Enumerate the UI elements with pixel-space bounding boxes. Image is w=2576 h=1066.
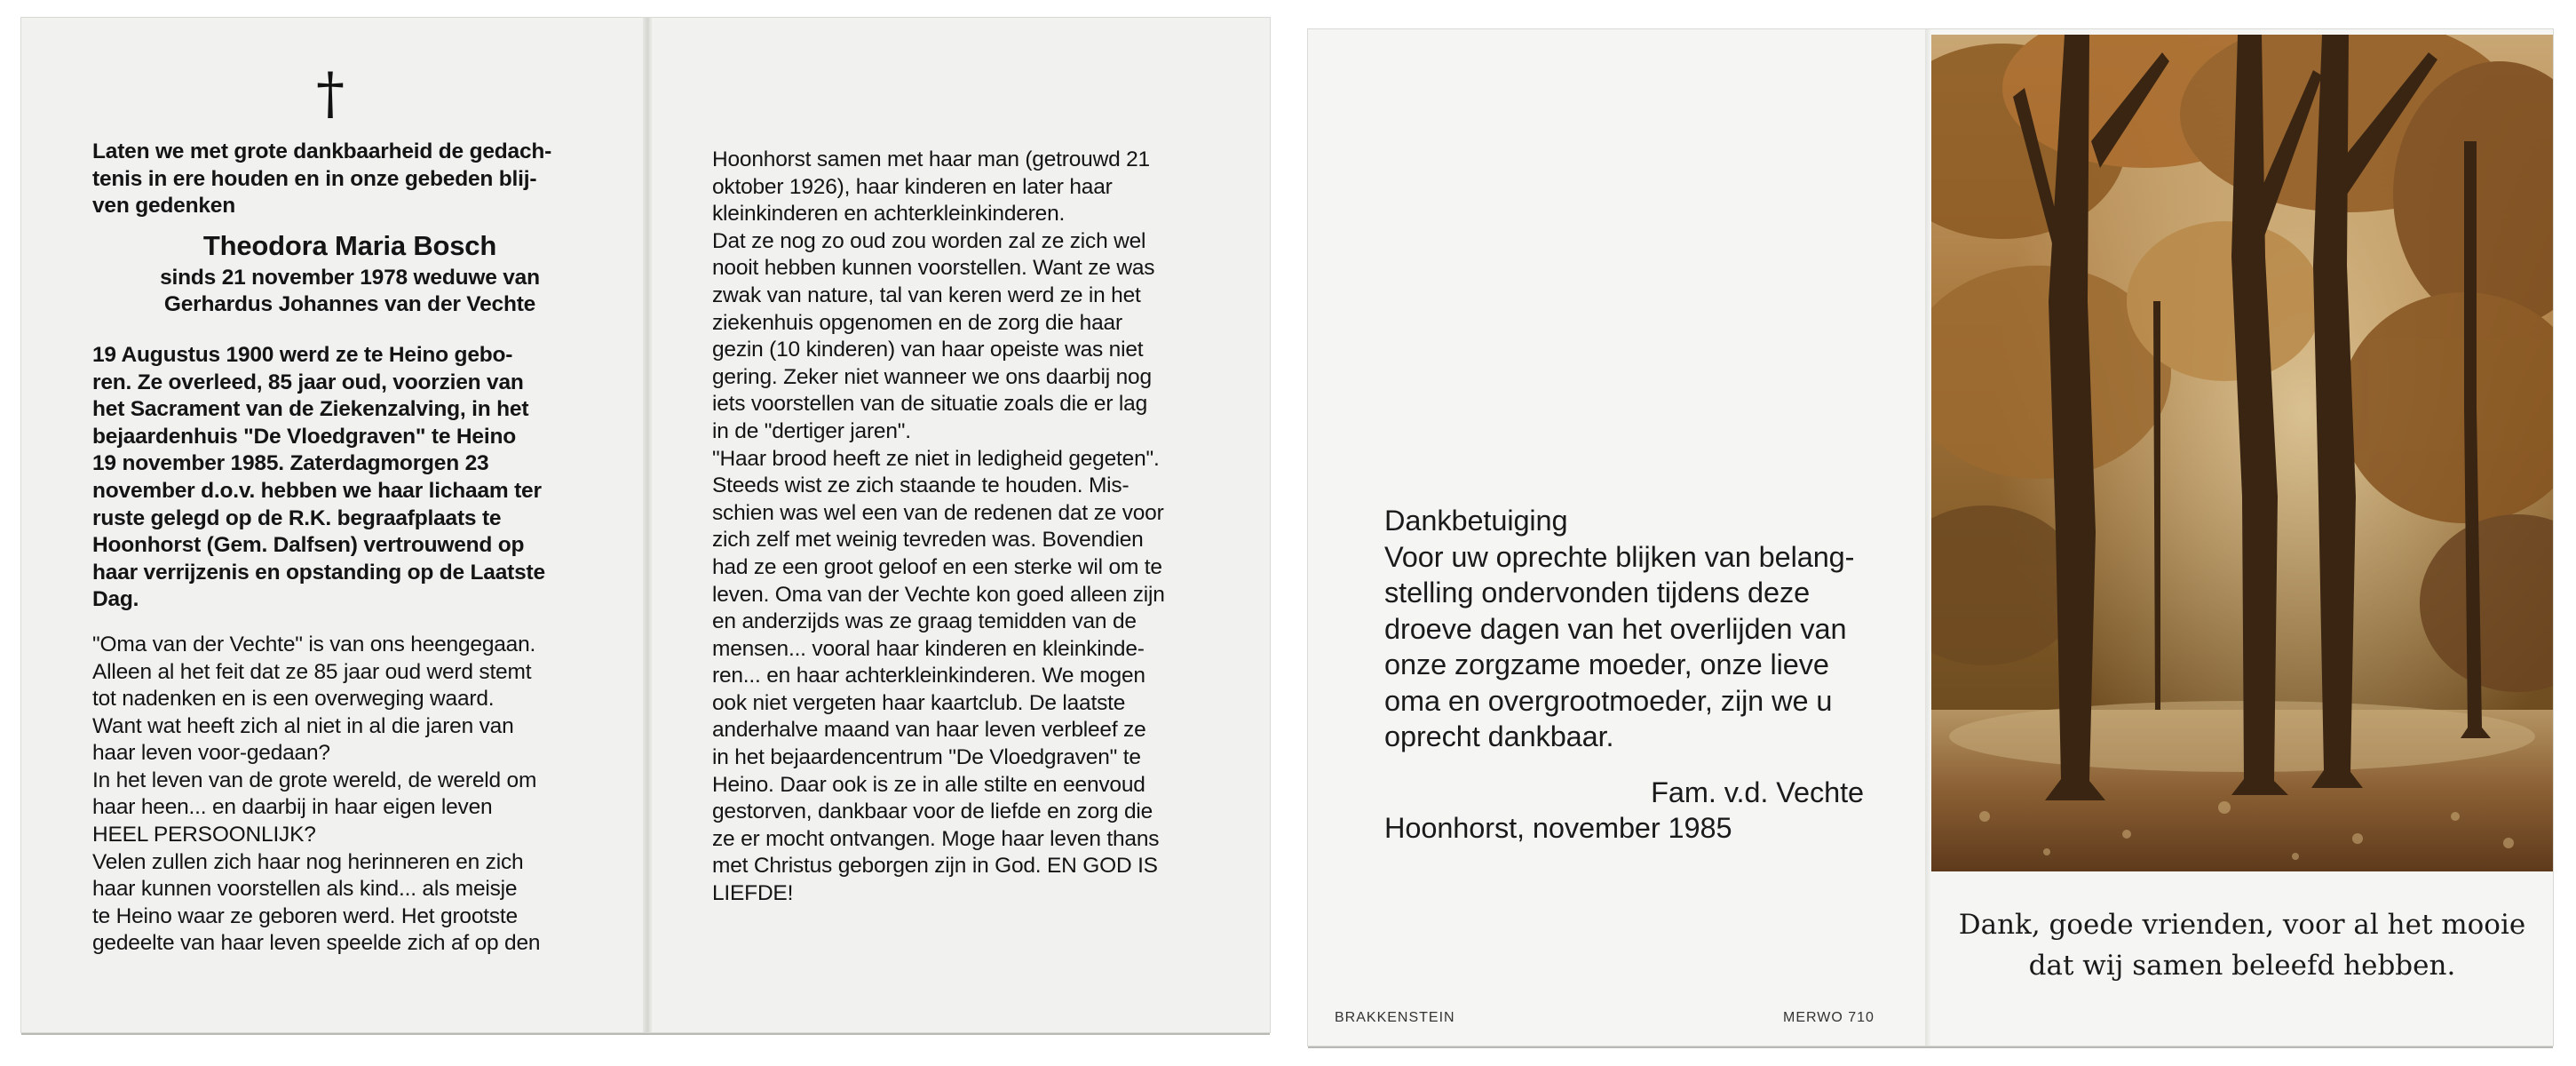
bio-line: 19 november 1985. Zaterdagmorgen 23 <box>92 451 489 476</box>
text-line: "Oma van der Vechte" is van ons heengegaan. <box>92 632 536 656</box>
text-line: haar leven voor-gedaan? <box>92 741 330 766</box>
quote-text <box>1931 904 2553 986</box>
text-line: had ze een groot geloof en een sterke wil om te <box>712 554 1162 579</box>
text-line: iets voorstellen van de situatie zoals die er lag <box>712 392 1148 417</box>
text-line: ren... en haar achterkleinkinderen. We mogen <box>712 664 1145 688</box>
text-line: gering. Zeker niet wanneer we ons daarbij nog <box>712 364 1152 389</box>
text-line: Hoonhorst samen met haar man (getrouwd 21 <box>712 147 1150 171</box>
right-column <box>712 147 1227 908</box>
quote-line: Dank, goede vrienden, voor al het mooie <box>1958 909 2526 941</box>
text-line: Dat ze nog zo oud zou worden zal ze zich wel <box>712 228 1146 253</box>
text-line: ze er mocht ontvangen. Moge haar leven thans <box>712 826 1160 851</box>
text-line: Heino. Daar ook is ze in alle stilte en eenvoud <box>712 772 1145 797</box>
intro-line: ven gedenken <box>92 194 235 219</box>
text-line: In het leven van de grote wereld, de wereld om <box>92 768 537 792</box>
text-line: HEEL PERSOONLIJK? <box>92 823 316 847</box>
text-line: en anderzijds was ze graag temidden van de <box>712 609 1137 634</box>
text-line: oktober 1926), haar kinderen en later haar <box>712 174 1113 199</box>
family-signature: Fam. v.d. Vechte <box>1651 776 1864 808</box>
intro-line: tenis in ere houden en in onze gebeden blij- <box>92 166 537 191</box>
thanks-line: stelling ondervonden tijdens deze <box>1384 577 1811 609</box>
subtitle-line: sinds 21 november 1978 weduwe van <box>160 265 540 290</box>
text-line: ook niet vergeten haar kaartclub. De laatste <box>712 690 1126 715</box>
text-line: in de "dertiger jaren". <box>712 418 911 443</box>
text-line: gezin (10 kinderen) van haar opeiste was niet <box>712 338 1144 362</box>
place-date: Hoonhorst, november 1985 <box>1384 812 1732 844</box>
text-line: anderhalve maand van haar leven verbleef ze <box>712 718 1146 743</box>
text-line: Steeds wist ze zich staande te houden. Mis- <box>712 473 1129 498</box>
bio-line: 19 Augustus 1900 werd ze te Heino gebo- <box>92 342 513 367</box>
thanks-line: Voor uw oprechte blijken van belang- <box>1384 540 1855 573</box>
memorial-card-inside <box>21 18 1270 1032</box>
text-line: zwak van nature, tal van keren werd ze in het <box>712 282 1141 307</box>
text-line: Velen zullen zich haar nog herinneren en zich <box>92 849 524 874</box>
thanks-line: onze zorgzame moeder, onze lieve <box>1384 648 1829 680</box>
subtitle-line: Gerhardus Johannes van der Vechte <box>163 292 536 317</box>
text-line: haar kunnen voorstellen als kind... als meisje <box>92 877 518 902</box>
text-line: leven. Oma van der Vechte kon goed alleen zijn <box>712 582 1165 607</box>
text-line: te Heino waar ze geboren werd. Het grootste <box>92 903 518 928</box>
memorial-text <box>92 632 607 958</box>
bio-line: ruste gelegd op de R.K. begraafplaats te <box>92 505 502 530</box>
bio-line: het Sacrament van de Ziekenzalving, in het <box>92 397 529 422</box>
text-line: ziekenhuis opgenomen en de zorg die haar <box>712 310 1122 335</box>
bio-line: Dag. <box>92 587 139 612</box>
printer-name: BRAKKENSTEIN <box>1335 1010 1455 1025</box>
bio-text <box>92 342 607 614</box>
text-line: tot nadenken en is een overweging waard. <box>92 687 495 712</box>
text-line: Want wat heeft zich al niet in al die jaren van <box>92 713 514 738</box>
text-line: nooit hebben kunnen voorstellen. Want ze was <box>712 256 1155 281</box>
intro-text <box>92 139 607 220</box>
autumn-forest-photo <box>1931 35 2553 871</box>
thanks-line: oprecht dankbaar. <box>1384 720 1614 752</box>
text-line: zich zelf met weinig tevreden was. Bovendien <box>712 528 1144 553</box>
card-code: MERWO 710 <box>1783 1010 1875 1025</box>
text-line: gedeelte van haar leven speelde zich af op den <box>92 931 541 956</box>
thanks-heading: Dankbetuiging <box>1384 505 1568 537</box>
card-fold <box>643 18 654 1032</box>
text-line: kleinkinderen en achterkleinkinderen. <box>712 202 1066 227</box>
text-line: haar heen... en daarbij in haar eigen leven <box>92 795 493 820</box>
text-line: met Christus geborgen zijn in God. EN GOD IS <box>712 854 1158 879</box>
thanks-line: droeve dagen van het overlijden van <box>1384 612 1847 645</box>
cross-icon: † <box>316 61 345 127</box>
thanks-line: oma en overgrootmoeder, zijn we u <box>1384 684 1833 717</box>
text-line: Alleen al het feit dat ze 85 jaar oud werd stemt <box>92 659 532 684</box>
bio-line: ren. Ze overleed, 85 jaar oud, voorzien van <box>92 370 524 394</box>
intro-line: Laten we met grote dankbaarheid de gedach- <box>92 139 552 163</box>
thanks-note <box>1384 503 1864 847</box>
bio-line: Hoonhorst (Gem. Dalfsen) vertrouwend op <box>92 533 525 558</box>
text-line: gestorven, dankbaar voor de liefde en zorg die <box>712 800 1153 824</box>
left-column <box>92 139 607 958</box>
text-line: "Haar brood heeft ze niet in ledigheid gegeten". <box>712 446 1160 471</box>
text-line: in het bejaardencentrum "De Vloedgraven" te <box>712 745 1141 770</box>
bio-line: november d.o.v. hebben we haar lichaam ter <box>92 478 542 503</box>
deceased-name: Theodora Maria Bosch <box>202 229 497 261</box>
quote-line: dat wij samen beleefd hebben. <box>2028 950 2456 982</box>
text-line: schien was wel een van de redenen dat ze voor <box>712 500 1164 525</box>
bio-line: bejaardenhuis "De Vloedgraven" te Heino <box>92 424 516 449</box>
text-line: mensen... vooral haar kinderen en kleinkinde- <box>712 636 1145 661</box>
memorial-card-outside <box>1308 29 2553 1046</box>
bio-line: haar verrijzenis en opstanding op de Laatste <box>92 560 545 585</box>
text-line: LIEFDE! <box>712 881 794 906</box>
